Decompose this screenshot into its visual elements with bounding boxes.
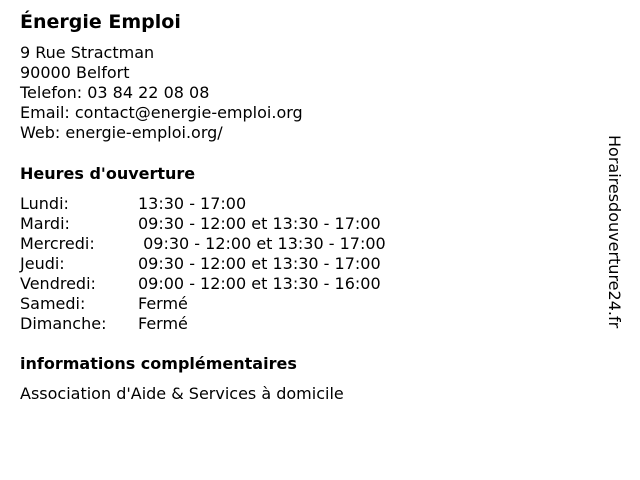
hours-row-vendredi xyxy=(20,274,386,294)
street-address: 9 Rue Stractman xyxy=(20,43,155,62)
day-label: Mercredi: xyxy=(20,234,95,253)
city-postcode: 90000 Belfort xyxy=(20,63,130,82)
day-label: Mardi: xyxy=(20,214,70,233)
day-label: Samedi: xyxy=(20,294,86,313)
site-watermark: Horairesdouverture24.fr xyxy=(605,135,624,329)
contact-block xyxy=(20,43,303,143)
day-hours: Fermé xyxy=(138,314,188,333)
hours-row-lundi xyxy=(20,194,386,214)
day-hours: 09:30 - 12:00 et 13:30 - 17:00 xyxy=(138,214,381,233)
email-address: Email: contact@energie-emploi.org xyxy=(20,103,303,122)
info-description: Association d'Aide & Services à domicile xyxy=(20,384,344,403)
hours-row-mardi xyxy=(20,214,386,234)
day-hours: 09:30 - 12:00 et 13:30 - 17:00 xyxy=(138,254,381,273)
day-label: Dimanche: xyxy=(20,314,107,333)
day-label: Jeudi: xyxy=(20,254,65,273)
day-hours: 09:30 - 12:00 et 13:30 - 17:00 xyxy=(138,234,386,253)
hours-row-dimanche xyxy=(20,314,386,334)
hours-row-mercredi xyxy=(20,234,386,254)
day-label: Lundi: xyxy=(20,194,69,213)
hours-table xyxy=(20,194,386,334)
hours-heading: Heures d'ouverture xyxy=(20,164,196,183)
day-label: Vendredi: xyxy=(20,274,96,293)
hours-row-jeudi xyxy=(20,254,386,274)
hours-row-samedi xyxy=(20,294,386,314)
phone-number: Telefon: 03 84 22 08 08 xyxy=(20,83,210,102)
day-hours: Fermé xyxy=(138,294,188,313)
info-heading: informations complémentaires xyxy=(20,354,297,373)
day-hours: 09:00 - 12:00 et 13:30 - 16:00 xyxy=(138,274,381,293)
day-hours: 13:30 - 17:00 xyxy=(138,194,247,213)
business-name: Énergie Emploi xyxy=(20,11,181,33)
website: Web: energie-emploi.org/ xyxy=(20,123,223,142)
